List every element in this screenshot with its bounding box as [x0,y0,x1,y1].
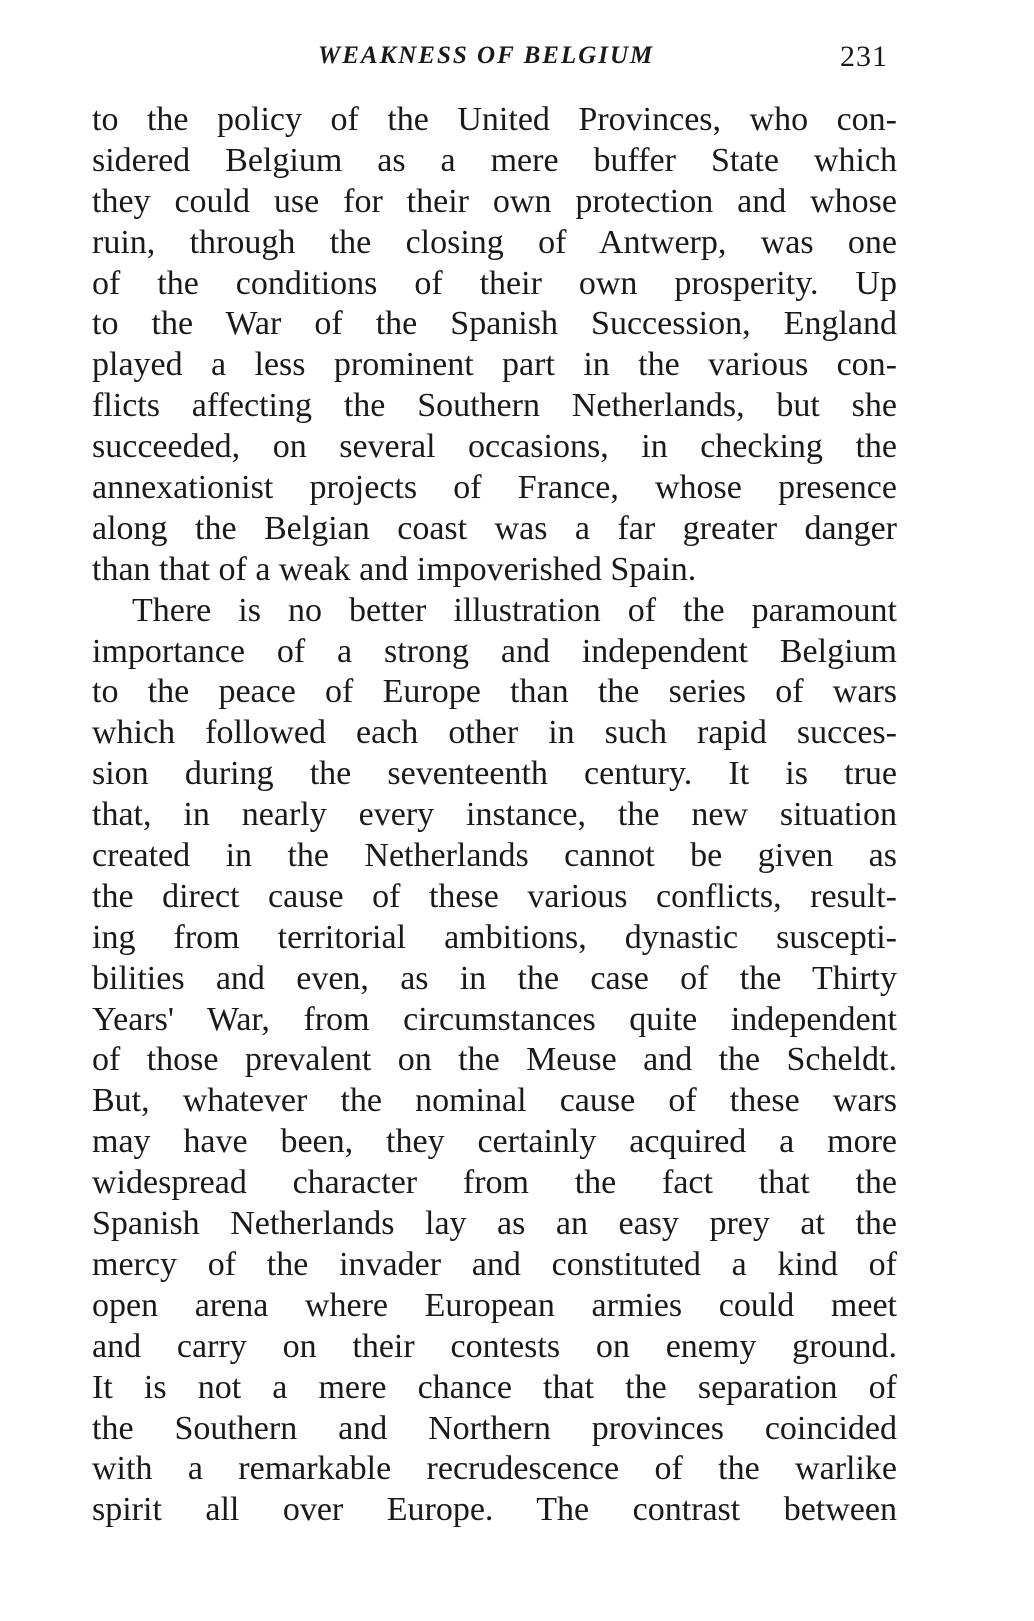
text-line: mercy of the invader and constituted a kind of [92,1245,897,1283]
text-line: the Southern and Northern provinces coincided [92,1409,897,1447]
text-line: they could use for their own protection and whose [92,182,897,220]
text-line: with a remarkable recrudescence of the warlike [92,1450,897,1488]
text-line: along the Belgian coast was a far greater danger [92,509,897,547]
text-line: created in the Netherlands cannot be given as [92,837,897,875]
text-line: open arena where European armies could meet [92,1286,897,1324]
paragraph-end-line: than that of a weak and impoverished Spain. [92,550,697,588]
text-line: Years' War, from circumstances quite independent [92,1000,897,1038]
text-line: to the War of the Spanish Succession, England [92,305,897,343]
text-line: played a less prominent part in the various con- [92,346,897,384]
text-line: ruin, through the closing of Antwerp, was one [92,223,897,261]
text-line: flicts affecting the Southern Netherlands, but she [92,387,897,425]
text-line: and carry on their contests on enemy ground. [92,1327,897,1365]
text-line: to the peace of Europe than the series of wars [92,673,897,711]
text-line: that, in nearly every instance, the new situation [92,796,897,834]
text-line: But, whatever the nominal cause of these wars [92,1082,897,1120]
text-line: bilities and even, as in the case of the Thirty [92,959,897,997]
text-line: of those prevalent on the Meuse and the Scheldt. [92,1041,897,1079]
text-line: spirit all over Europe. The contrast between [92,1491,897,1529]
text-line: may have been, they certainly acquired a more [92,1123,897,1161]
running-title: WEAKNESS OF BELGIUM [318,42,655,69]
text-line: sidered Belgium as a mere buffer State which [92,141,897,179]
paragraph-start-line: There is no better illustration of the paramount [132,591,897,629]
text-line: It is not a mere chance that the separation of [92,1368,897,1406]
text-line: Spanish Netherlands lay as an easy prey at the [92,1205,897,1243]
text-line: widespread character from the fact that the [92,1164,897,1202]
page-number: 231 [840,40,888,73]
text-line: ing from territorial ambitions, dynastic suscepti- [92,918,897,956]
body-text [92,100,897,1531]
text-line: sion during the seventeenth century. It is true [92,755,897,793]
text-line: annexationist projects of France, whose presence [92,469,897,507]
text-line: the direct cause of these various conflicts, result- [92,877,897,915]
text-line: to the policy of the United Provinces, who con- [92,101,897,138]
text-line: which followed each other in such rapid succes- [92,714,897,752]
text-line: succeeded, on several occasions, in checking the [92,428,897,466]
text-line: importance of a strong and independent Belgium [92,632,897,670]
text-line: of the conditions of their own prosperity. Up [92,264,897,302]
